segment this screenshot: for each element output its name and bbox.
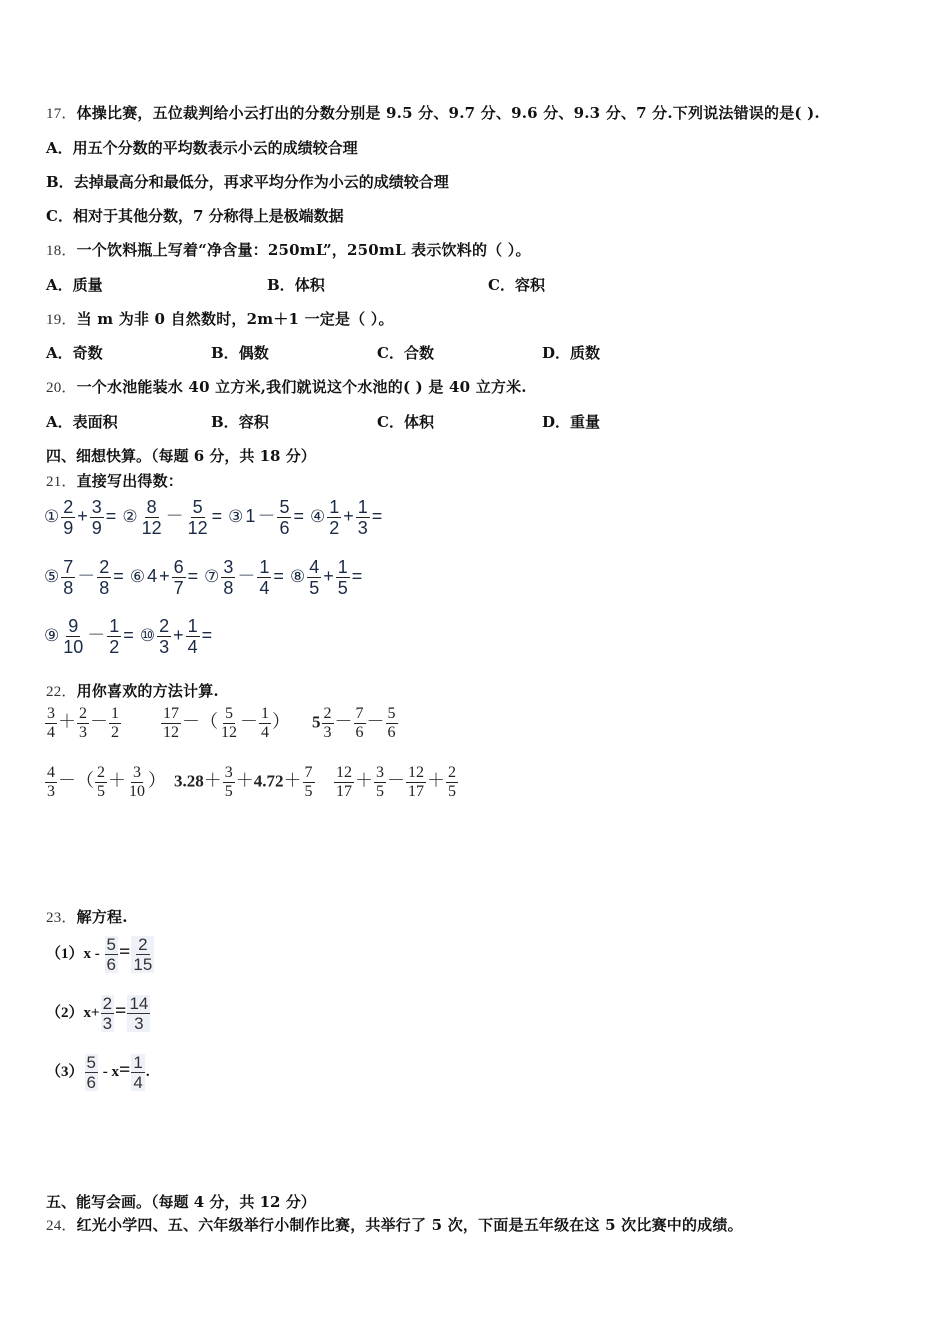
option-text: 奇数 [72,344,103,362]
decimal-number: 4.72 [253,771,284,791]
q19-option-c [377,342,434,363]
operator: ＋ [235,770,254,791]
fraction: $\frac{3}{10}$ [129,764,145,800]
operator: ＋ [58,711,76,732]
question-text: 红光小学四、五、六年级举行小制作比赛，共举行了 5 次，下面是五年级在这 5 次比赛中的成绩。 [76,1216,743,1234]
fraction: $\frac{7}{6}$ [355,705,364,741]
question-19 [46,308,394,329]
option-label: B． [46,173,74,191]
item-number: ⑥ [129,567,146,588]
q21-item-4 [309,497,383,538]
q20-option-a [46,411,118,432]
q23-equation-2 [46,995,151,1032]
fraction: $\frac{2}{9}$ [63,497,74,538]
q21-item-8 [289,557,363,598]
operator: + [77,506,88,527]
option-label: A． [46,344,73,362]
fraction: $\frac{8}{12}$ [141,497,162,538]
q20-option-d [542,411,600,432]
fraction: $\frac{4}{3}$ [47,764,55,800]
item-number: ⑦ [204,567,220,588]
option-label: C． [46,207,73,225]
fraction: $\frac{5}{12}$ [187,497,208,538]
option-label: B． [211,344,239,362]
option-text: 用五个分数的平均数表示小云的成绩较合理 [72,139,358,157]
option-label: A． [46,139,73,157]
q19-option-d [542,342,600,363]
item-number: ④ [309,507,326,528]
operator: － [334,711,353,732]
fraction: $\frac{1}{2}$ [111,705,119,741]
q20-option-c [377,411,434,432]
question-20 [46,376,527,397]
fraction: $\frac{1}{3}$ [357,497,368,538]
q22-expr-6 [333,765,459,800]
fraction: $\frac{1}{4}$ [259,557,270,598]
option-text: 质数 [570,344,601,362]
fraction: $\frac{5}{6}$ [106,935,116,974]
q21-item-2 [122,497,223,538]
fraction: $\frac{7}{8}$ [63,557,74,598]
item-number: ⑧ [289,567,306,588]
whole-number: 1 [245,506,256,527]
equals: = [273,566,284,587]
question-text: 直接写出得数： [76,472,184,490]
question-17 [46,102,820,123]
operator: ＋ [427,770,445,791]
operator: ＋ [108,770,126,791]
question-text: 一个饮料瓶上写着“净含量：250mL”，250mL 表示饮料的（ ）。 [76,241,531,259]
q21-item-10 [139,616,213,657]
equals: = [123,625,134,646]
question-number: 17． [46,106,77,122]
q22-expr-3 [312,706,399,741]
fraction: $\frac{2}{3}$ [79,705,87,741]
operator: + [343,506,354,527]
equation-term: x - [83,945,104,962]
fraction: $\frac{17}{12}$ [163,705,179,741]
fraction: $\frac{4}{5}$ [309,557,320,598]
fraction: $\frac{6}{7}$ [173,557,184,598]
operator: ＋ [355,770,373,791]
equals: = [211,506,223,527]
operator: － [87,625,106,646]
operator: －（ [58,770,94,791]
equals: = [118,940,131,963]
equation-term: x+ [83,1004,100,1021]
option-text: 体积 [403,413,434,431]
option-text: 质量 [72,276,103,294]
q21-row-3 [44,617,213,656]
question-text: 解方程. [76,908,128,926]
option-text: 表面积 [72,413,118,431]
paren: ） [148,770,166,791]
whole-number: 5 [312,712,321,732]
fraction: $\frac{5}{12}$ [221,705,237,741]
fraction: $\frac{3}{4}$ [47,705,55,741]
equation-label: （2） [46,1004,84,1021]
question-18 [46,239,531,260]
question-text: 当 m 为非 0 自然数时，2m＋1 一定是（ ）。 [76,310,394,328]
q21-item-7 [204,557,285,598]
fraction: $\frac{7}{5}$ [304,764,313,800]
q17-option-c [46,205,344,226]
option-label: D． [542,413,571,431]
fraction: $\frac{2}{3}$ [323,705,332,741]
option-text: 容积 [514,276,545,294]
operator: －（ [182,711,218,732]
equation-label: （1） [46,945,84,962]
operator: － [165,506,184,527]
option-text: 体积 [294,276,325,294]
equals: = [115,999,127,1022]
item-number: ② [122,507,138,528]
equals: = [105,506,117,527]
operator: － [366,711,385,732]
q19-option-a [46,342,103,363]
question-number: 23． [46,910,77,926]
q22-expr-4 [44,765,166,800]
question-22 [46,680,219,701]
operator: ＋ [283,770,302,791]
fraction: $\frac{2}{3}$ [159,616,170,657]
period: . [145,1063,150,1080]
equals: = [351,566,363,587]
q22-expr-1 [44,706,122,741]
section-4-heading: 四、细想快算。（每题 6 分，共 18 分） [46,447,316,465]
equation-term: - x [98,1063,119,1080]
operator: ＋ [203,770,222,791]
option-text: 去掉最高分和最低分，再求平均分作为小云的成绩较合理 [73,173,449,191]
fraction: $\frac{5}{6}$ [86,1053,96,1092]
q22-expr-5 [174,765,316,800]
operator: － [237,566,256,587]
fraction: $\frac{3}{9}$ [91,497,102,538]
equation-label: （3） [46,1063,84,1080]
question-number: 21． [46,474,77,490]
fraction: $\frac{12}{17}$ [336,764,352,800]
q21-row-2 [44,558,363,597]
fraction: $\frac{1}{2}$ [109,616,120,657]
fraction: $\frac{3}{8}$ [223,557,234,598]
q19-option-b [211,342,269,363]
equals: = [371,506,383,527]
option-label: A． [46,413,73,431]
question-number: 24． [46,1218,77,1234]
option-label: C． [377,344,404,362]
operator: － [387,770,405,791]
option-label: D． [542,344,571,362]
item-number: ⑨ [44,626,60,647]
question-text: 一个水池能装水 40 立方米,我们就说这个水池的( ) 是 40 立方米. [76,378,527,396]
q17-option-b [46,171,449,192]
option-text: 偶数 [238,344,269,362]
question-text: 体操比赛，五位裁判给小云打出的分数分别是 9.5 分、9.7 分、9.6 分、9.3 分、7 分.下列说法错误的是( ). [76,104,820,122]
q18-option-b [267,274,325,295]
q18-option-a [46,274,103,295]
q23-equation-3 [46,1054,150,1091]
q21-item-3 [228,497,305,538]
q18-option-c [488,274,545,295]
equals: = [293,506,304,527]
q21-item-9 [44,616,135,657]
fraction: $\frac{2}{5}$ [97,764,105,800]
question-text: 用你喜欢的方法计算. [76,682,219,700]
fraction: $\frac{5}{6}$ [279,497,290,538]
whole-number: 4 [147,566,158,587]
q21-row-1 [44,498,383,537]
option-label: A． [46,276,73,294]
item-number: ① [44,507,60,528]
q21-item-5 [44,557,125,598]
fraction: $\frac{12}{17}$ [408,764,424,800]
fraction: $\frac{2}{15}$ [133,935,153,974]
equals: = [118,1058,131,1081]
fraction: $\frac{2}{5}$ [448,764,456,800]
operator: － [257,506,276,527]
paren: ） [272,711,290,732]
fraction: $\frac{3}{5}$ [224,764,233,800]
question-number: 20． [46,380,77,396]
item-number: ⑤ [44,567,60,588]
question-number: 18． [46,243,77,259]
decimal-number: 3.28 [174,771,204,791]
q23-equation-1 [46,936,155,973]
fraction: $\frac{2}{8}$ [99,557,110,598]
question-24 [46,1214,743,1235]
fraction: $\frac{14}{3}$ [129,994,149,1033]
question-number: 22． [46,684,77,700]
q21-item-6 [129,557,199,598]
question-23 [46,906,128,927]
fraction: $\frac{3}{5}$ [376,764,384,800]
option-label: B． [211,413,239,431]
option-label: B． [267,276,295,294]
equals: = [201,625,213,646]
fraction: $\frac{9}{10}$ [63,616,84,657]
q22-expr-2 [160,706,290,741]
operator: + [159,566,170,587]
option-label: C． [488,276,515,294]
fraction: $\frac{1}{5}$ [337,557,348,598]
option-text: 合数 [403,344,434,362]
q20-option-b [211,411,269,432]
q17-option-a [46,137,358,158]
section-5-heading: 五、能写会画。（每题 4 分，共 12 分） [46,1193,316,1211]
fraction: $\frac{1}{2}$ [329,497,340,538]
fraction: $\frac{1}{4}$ [187,616,198,657]
equals: = [187,566,199,587]
fraction: $\frac{1}{4}$ [261,705,269,741]
option-text: 重量 [570,413,601,431]
question-number: 19． [46,312,77,328]
operator: + [323,566,334,587]
question-21 [46,470,183,491]
fraction: $\frac{2}{3}$ [102,994,113,1033]
operator: + [173,625,184,646]
q21-item-1 [44,497,117,538]
fraction: $\frac{1}{4}$ [133,1053,143,1092]
option-text: 相对于其他分数，7 分称得上是极端数据 [72,207,344,225]
operator: － [240,711,258,732]
fraction: $\frac{5}{6}$ [387,705,396,741]
operator: － [77,566,96,587]
item-number: ③ [228,507,244,528]
item-number: ⑩ [139,626,156,647]
option-label: C． [377,413,404,431]
operator: － [90,711,108,732]
equals: = [113,566,124,587]
option-text: 容积 [238,413,269,431]
